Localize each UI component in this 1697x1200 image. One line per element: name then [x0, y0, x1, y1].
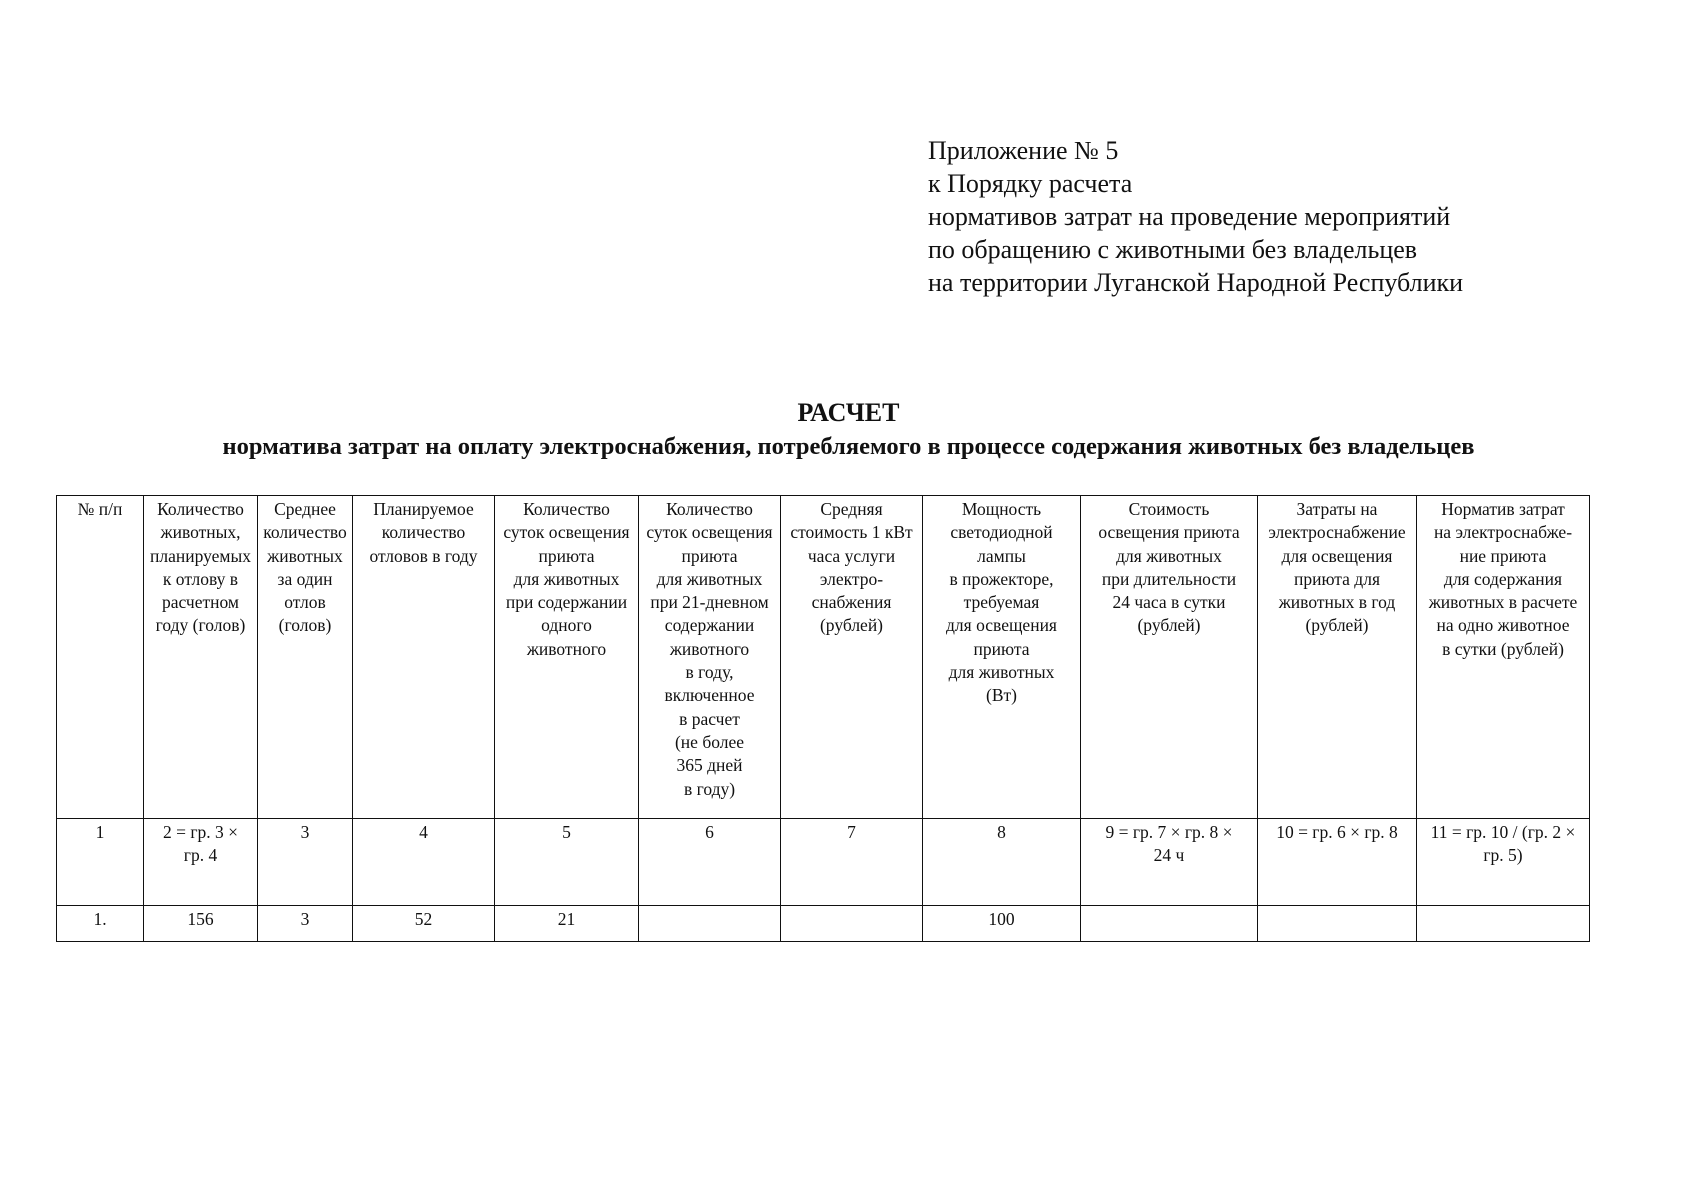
appendix-line: Приложение № 5: [928, 136, 1119, 165]
formula-cell: [1417, 819, 1590, 906]
header-cell: [353, 496, 495, 819]
formula-text: 6: [705, 822, 714, 842]
header-cell: [1258, 496, 1417, 819]
data-cell: 52: [353, 906, 495, 942]
formula-text: 8: [997, 822, 1006, 842]
formula-text: 7: [847, 822, 856, 842]
header-cell: [1081, 496, 1258, 819]
header-cell: [923, 496, 1081, 819]
header-cell: [1417, 496, 1590, 819]
data-cell: 21: [495, 906, 639, 942]
header-cell: [781, 496, 923, 819]
header-text: Количество суток освещения приюта для животных при 21-дневном содержании животного в году, включенное в расчет (не более 365 дней в году): [646, 499, 773, 799]
header-cell: [639, 496, 781, 819]
data-cell: 156: [144, 906, 258, 942]
header-text: Количество суток освещения приюта для животных при содержании одного животного: [503, 499, 630, 659]
formula-text: 2 = гр. 3 × гр. 4: [162, 822, 239, 866]
formula-row: [57, 819, 1590, 906]
appendix-block: [928, 134, 1463, 299]
formula-text: 11 = гр. 10 / (гр. 2 × гр. 5): [1430, 822, 1576, 866]
header-text: Средняя стоимость 1 кВт часа услуги электро- снабжения (рублей): [790, 499, 913, 636]
document-title: [0, 396, 1697, 464]
formula-text: 3: [300, 822, 310, 842]
formula-cell: [57, 819, 144, 906]
formula-text: 1: [95, 822, 105, 842]
header-text: Планируемое количество отловов в году: [369, 499, 478, 566]
data-cell: [639, 906, 781, 942]
title-main: РАСЧЕТ: [797, 398, 900, 427]
formula-cell: [1081, 819, 1258, 906]
data-cell: 1.: [57, 906, 144, 942]
header-cell: [258, 496, 353, 819]
data-cell: [781, 906, 923, 942]
header-cell: [144, 496, 258, 819]
appendix-line: к Порядку расчета: [928, 169, 1133, 198]
header-row: [57, 496, 1590, 819]
formula-cell: [495, 819, 639, 906]
title-subtitle: норматива затрат на оплату электроснабжения, потребляемого в процессе содержания животных без владельцев: [222, 433, 1475, 460]
table-row: [57, 906, 1590, 942]
formula-cell: [1258, 819, 1417, 906]
formula-text: 5: [562, 822, 571, 842]
header-cell: [57, 496, 144, 819]
header-text: Норматив затрат на электроснабже- ние приюта для содержания животных в расчете на одно животное в сутки (рублей): [1428, 499, 1578, 659]
formula-cell: [639, 819, 781, 906]
data-cell: 3: [258, 906, 353, 942]
data-cell: 100: [923, 906, 1081, 942]
data-cell: [1417, 906, 1590, 942]
formula-cell: [353, 819, 495, 906]
appendix-line: нормативов затрат на проведение мероприятий: [928, 202, 1451, 231]
calculation-table: [56, 495, 1590, 942]
appendix-line: на территории Луганской Народной Республики: [928, 268, 1464, 297]
formula-text: 4: [419, 822, 428, 842]
header-text: Среднее количество животных за один отлов (голов): [263, 499, 347, 636]
formula-text: 9 = гр. 7 × гр. 8 × 24 ч: [1105, 822, 1233, 866]
formula-cell: [144, 819, 258, 906]
header-text: Количество животных, планируемых к отлову в расчетном году (голов): [150, 499, 251, 636]
formula-cell: [258, 819, 353, 906]
header-text: Стоимость освещения приюта для животных при длительности 24 часа в сутки (рублей): [1098, 499, 1240, 636]
formula-cell: [781, 819, 923, 906]
data-cell: [1081, 906, 1258, 942]
header-text: № п/п: [77, 499, 123, 519]
appendix-line: по обращению с животными без владельцев: [928, 235, 1418, 264]
header-text: Затраты на электроснабжение для освещения приюта для животных в год (рублей): [1268, 499, 1406, 636]
header-text: Мощность светодиодной лампы в прожекторе, требуемая для освещения приюта для животных (Вт): [946, 499, 1057, 706]
header-cell: [495, 496, 639, 819]
data-cell: [1258, 906, 1417, 942]
formula-cell: [923, 819, 1081, 906]
formula-text: 10 = гр. 6 × гр. 8: [1276, 822, 1398, 842]
